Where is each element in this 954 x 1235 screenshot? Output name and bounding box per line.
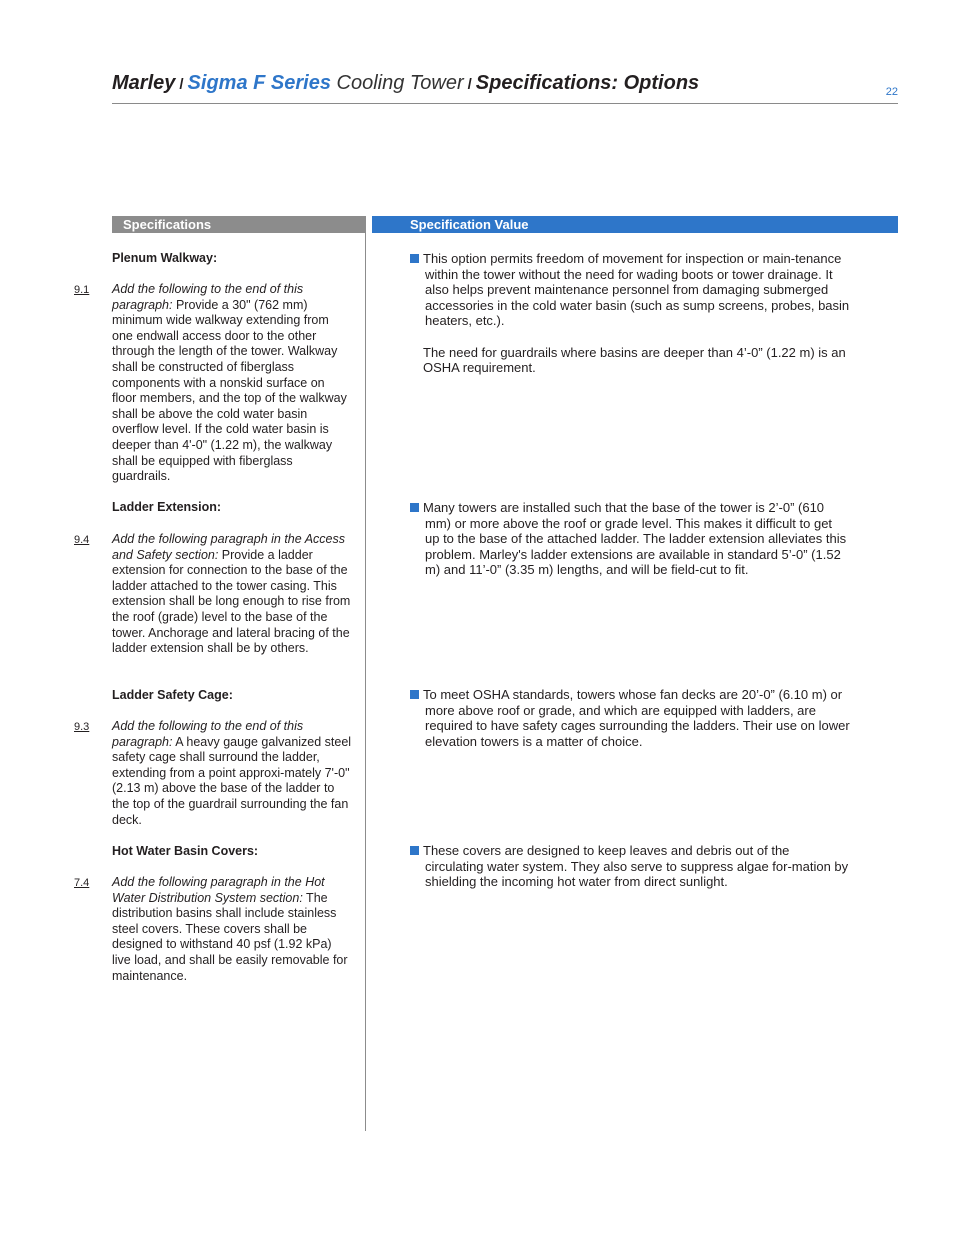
spec-text: Provide a ladder extension for connection to the base of the ladder attached to the tower casing. This extension shall be long enough to rise from the roof (grade) level to the base of the tower. Anchorage and lateral bracing of the ladder extension shall be by others. xyxy=(112,547,351,656)
spec-lead: Add the following to the end of this paragraph: xyxy=(112,282,304,312)
value-text: Many towers are installed such that the base of the tower is 2’-0” (610 mm) or more above the roof or grade level. This makes it difficult to get up to the base of the attached ladder. The ladder extension alleviates this problem. Marley's ladder extensions are available in standard 5’-0” (1.52 m) and 11’-0” (3.35 m) lengths, and will be field-cut to fit. xyxy=(423,500,847,578)
spec-body xyxy=(112,875,352,984)
spec-value xyxy=(410,500,850,578)
spec-number: 9.1 xyxy=(74,284,90,296)
spec-title: Plenum Walkway: xyxy=(112,251,218,265)
product-name: Cooling Tower xyxy=(336,72,464,94)
page-number: 22 xyxy=(885,86,898,98)
spec-value xyxy=(410,843,850,890)
spec-value xyxy=(410,687,850,749)
spec-title: Hot Water Basin Covers: xyxy=(112,844,259,858)
spec-number: 9.4 xyxy=(74,534,90,546)
spec-lead: Add the following paragraph in the Hot Water Distribution System section: xyxy=(112,875,325,905)
value-text: These covers are designed to keep leaves and debris out of the circulating water system. They also serve to suppress algae for-mation by shielding the incoming hot water from direct sunlight. xyxy=(423,843,849,890)
spec-title: Ladder Extension: xyxy=(112,500,222,514)
blue-square-bullet-icon xyxy=(410,503,419,512)
header-divider xyxy=(112,103,898,104)
spec-text: A heavy gauge galvanized steel safety cage shall surround the ladder, extending from a point approxi-mately 7'-0" (2.13 m) above the base of the ladder to the top of the guardrail surrounding the fan deck. xyxy=(112,734,352,827)
blue-square-bullet-icon xyxy=(410,846,419,855)
column-divider xyxy=(365,216,366,1131)
header-separator: / xyxy=(179,76,184,93)
value-text: This option permits freedom of movement for inspection or main-tenance within the tower without the need for wading boots or tower drainage. It also helps prevent maintenance personnel from damaging submerged accessories in the cold water basin (such as sump screens, probes, basin heaters, etc.). xyxy=(423,251,850,329)
spec-lead: Add the following to the end of this paragraph: xyxy=(112,719,304,749)
spec-body xyxy=(112,532,352,657)
series-name: Sigma F Series xyxy=(187,72,331,94)
brand-name: Marley xyxy=(112,72,176,94)
spec-body xyxy=(112,719,352,828)
spec-body xyxy=(112,282,352,485)
specifications-column-header: Specifications xyxy=(112,216,365,233)
spec-text: Provide a 30" (762 mm) minimum wide walkway extending from one endwall access door to the other through the length of the tower. Walkway shall be constructed of fiberglass components with a nonskid surface on floor members, and the top of the walkway shall be above the cold water basin overflow level. If the cold water basin is deeper than 4'-0" (1.22 m), the walkway shall be equipped with fiberglass guardrails. xyxy=(112,297,347,484)
value-text: To meet OSHA standards, towers whose fan decks are 20’-0” (6.10 m) or more above roof or grade, and which are equipped with ladders, are required to have safety cages surrounding the ladders. Their use on lower elevation towers is a matter of choice. xyxy=(423,687,850,749)
spec-number: 7.4 xyxy=(74,877,90,889)
spec-lead: Add the following paragraph in the Access and Safety section: xyxy=(112,532,346,562)
header-separator: / xyxy=(467,76,472,93)
specification-value-column-header: Specification Value xyxy=(372,216,898,233)
spec-text: The distribution basins shall include stainless steel covers. These covers shall be designed to withstand 40 psf (1.92 kPa) live load, and shall be easily removable for maintenance. xyxy=(112,890,348,983)
spec-value xyxy=(410,251,850,376)
value-text: The need for guardrails where basins are deeper than 4’-0” (1.22 m) is an OSHA requirement. xyxy=(423,344,846,376)
blue-square-bullet-icon xyxy=(410,254,419,263)
page-header xyxy=(112,70,898,98)
section-title: Specifications: Options xyxy=(475,72,700,94)
spec-number: 9.3 xyxy=(74,721,90,733)
spec-title: Ladder Safety Cage: xyxy=(112,688,233,702)
blue-square-bullet-icon xyxy=(410,690,419,699)
